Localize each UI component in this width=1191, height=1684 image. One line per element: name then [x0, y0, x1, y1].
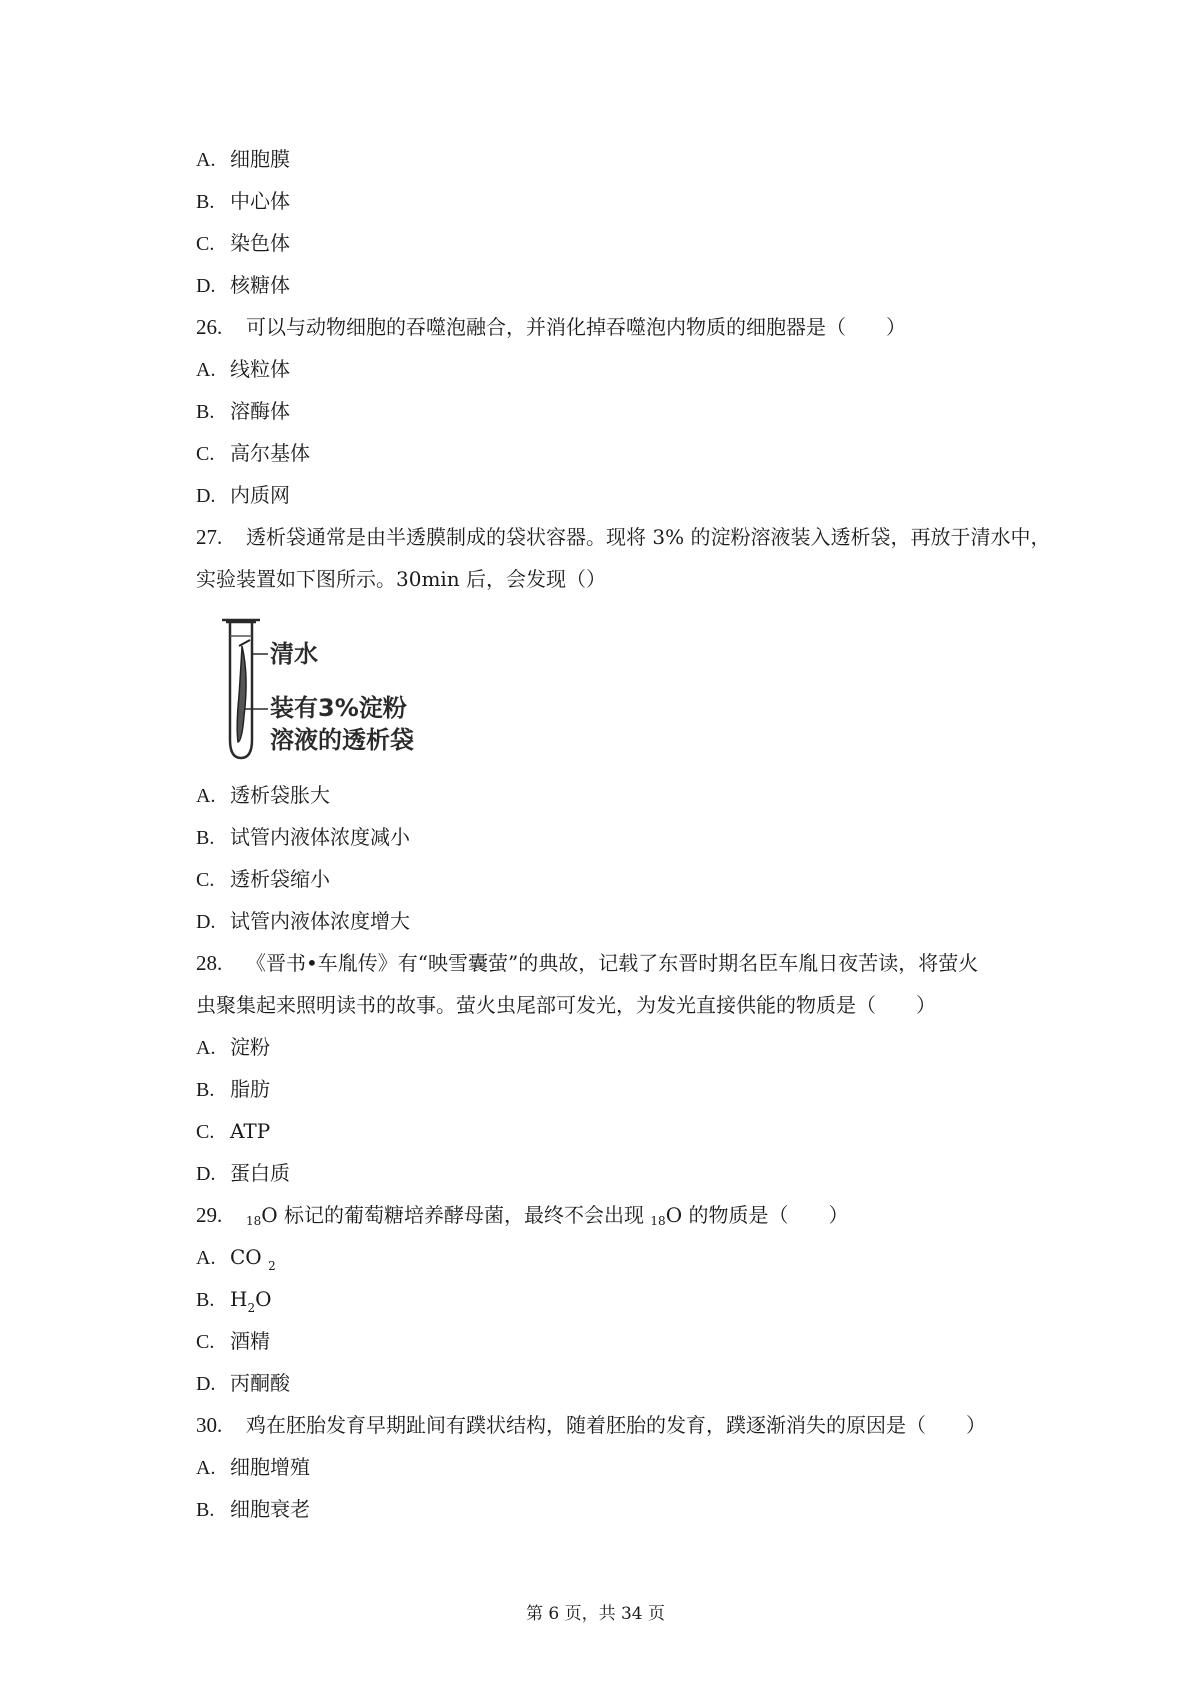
q30-option-a: A. 细胞增殖 [196, 1455, 310, 1479]
q28-stem-line2: 虫聚集起来照明读书的故事。萤火虫尾部可发光，为发光直接供能的物质是（ ） [196, 993, 936, 1017]
q27-option-b: B. 试管内液体浓度减小 [196, 825, 410, 849]
q25-option-d: D. 核糖体 [196, 273, 290, 297]
dialysis-bag [237, 646, 246, 742]
label-bag-2: 溶液的透析袋 [270, 726, 414, 754]
q29-option-c: C. 酒精 [196, 1329, 270, 1353]
q29-stem: 29. 18O 标记的葡萄糖培养酵母菌，最终不会出现 18O 的物质是（ ） [196, 1203, 849, 1228]
q27-stem-line2: 实验装置如下图所示。30min 后，会发现（） [196, 567, 607, 591]
q27-option-c: C. 透析袋缩小 [196, 867, 330, 891]
label-water: 清水 [270, 640, 318, 668]
page-footer: 第 6 页，共 34 页 [525, 1604, 666, 1624]
q25-option-b: B. 中心体 [196, 189, 290, 213]
q30-stem: 30. 鸡在胚胎发育早期趾间有蹼状结构，随着胚胎的发育，蹼逐渐消失的原因是（ ） [196, 1413, 986, 1437]
q27-option-d: D. 试管内液体浓度增大 [196, 909, 410, 933]
q29-option-d: D. 丙酮酸 [196, 1371, 290, 1395]
q27-option-a: A. 透析袋胀大 [196, 783, 330, 807]
q29-option-a: A. CO $_2$ [196, 1245, 276, 1273]
q28-option-c: C. ATP [196, 1119, 271, 1143]
q25-option-c: C. 染色体 [196, 231, 290, 255]
q26-option-a: A. 线粒体 [196, 357, 290, 381]
q28-option-a: A. 淀粉 [196, 1035, 270, 1059]
q26-option-d: D. 内质网 [196, 483, 290, 507]
q26-option-b: B. 溶酶体 [196, 399, 290, 423]
q26-option-c: C. 高尔基体 [196, 441, 310, 465]
q30-option-b: B. 细胞衰老 [196, 1497, 310, 1521]
label-bag-1: 装有3%淀粉 [270, 694, 407, 722]
q26-stem: 26. 可以与动物细胞的吞噬泡融合，并消化掉吞噬泡内物质的细胞器是（ ） [196, 315, 906, 339]
q25-option-a: A. 细胞膜 [196, 147, 290, 171]
q28-option-d: D. 蛋白质 [196, 1161, 290, 1185]
q28-stem-line1: 28. 《晋书•车胤传》有“映雪囊萤”的典故，记载了东晋时期名臣车胤日夜苦读，将萤火 [196, 951, 979, 975]
q29-option-b: B. $H_2O$ [196, 1287, 272, 1315]
dialysis-bag-test-tube-figure [222, 616, 452, 762]
q28-option-b: B. 脂肪 [196, 1077, 270, 1101]
q27-stem-line1: 27. 透析袋通常是由半透膜制成的袋状容器。现将 3% 的淀粉溶液装入透析袋，再放于清水中， [196, 525, 1051, 549]
